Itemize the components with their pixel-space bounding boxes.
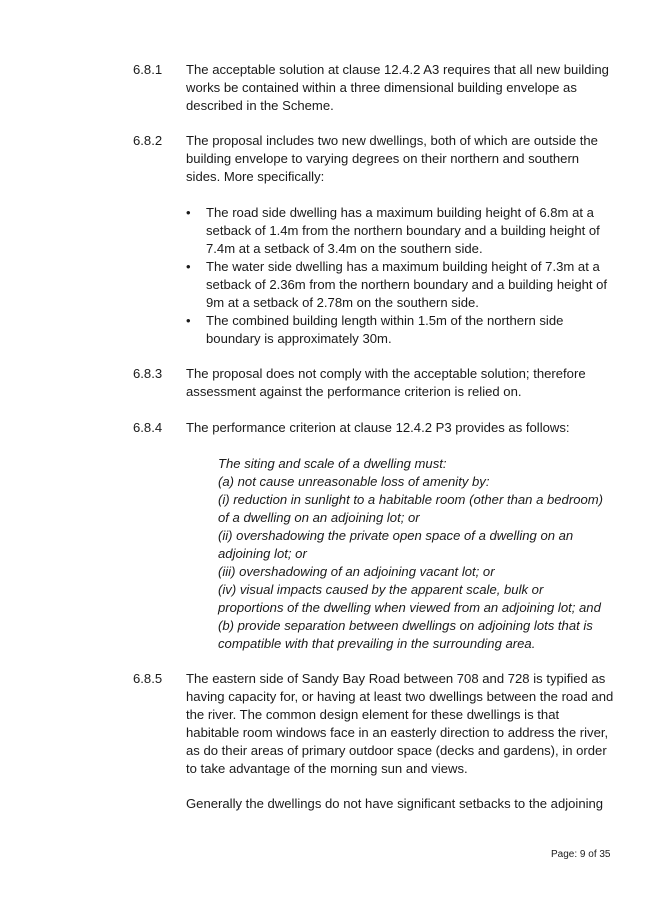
text-line: The eastern side of Sandy Bay Road between 708 and 728 is typified as xyxy=(186,671,606,686)
text-line: The proposal does not comply with the acceptable solution; therefore xyxy=(186,366,586,381)
quote-line: (ii) overshadowing the private open space of a dwelling on an xyxy=(218,528,574,543)
quote-line: adjoining lot; or xyxy=(218,546,307,561)
text-line: 7.4m at a setback of 3.4m on the southern side. xyxy=(206,241,483,256)
quote-line: (i) reduction in sunlight to a habitable room (other than a bedroom) xyxy=(218,492,604,507)
bullet-text xyxy=(206,312,563,348)
text-line: habitable room windows face in an easterly direction to address the river, xyxy=(186,725,609,740)
bullet-marker: • xyxy=(186,205,191,220)
text-line: The combined building length within 1.5m of the northern side xyxy=(206,313,564,328)
quote-line: (iii) overshadowing of an adjoining vacant lot; or xyxy=(218,564,495,579)
text-line: building envelope to varying degrees on their northern and southern xyxy=(186,151,580,166)
section-number: 6.8.4 xyxy=(133,420,163,435)
text-line: boundary is approximately 30m. xyxy=(206,331,392,346)
text-line: assessment against the performance criterion is relied on. xyxy=(186,384,522,399)
trailing-paragraph xyxy=(186,795,606,813)
text-line: as do their areas of primary outdoor space (decks and gardens), in order xyxy=(186,743,607,758)
text-line: The proposal includes two new dwellings, both of which are outside the xyxy=(186,133,598,148)
text-line: The water side dwelling has a maximum building height of 7.3m at a xyxy=(206,259,600,274)
section-text xyxy=(186,419,606,437)
quote-line: of a dwelling on an adjoining lot; or xyxy=(218,510,420,525)
section-number: 6.8.5 xyxy=(133,671,163,686)
bullet-text xyxy=(206,258,607,312)
text-line: works be contained within a three dimensional building envelope as xyxy=(186,80,577,95)
text-line: described in the Scheme. xyxy=(186,98,334,113)
section-number: 6.8.1 xyxy=(133,62,163,77)
bullet-text xyxy=(206,204,600,258)
text-line: having capacity for, or having at least two dwellings between the road and xyxy=(186,689,614,704)
text-line: The performance criterion at clause 12.4.2 P3 provides as follows: xyxy=(186,420,570,435)
text-line: setback of 2.36m from the northern boundary and a building height of xyxy=(206,277,608,292)
quote-line: The siting and scale of a dwelling must: xyxy=(218,456,447,471)
text-line: The road side dwelling has a maximum building height of 6.8m at a xyxy=(206,205,594,220)
section-number: 6.8.2 xyxy=(133,133,163,148)
section-text xyxy=(186,670,614,778)
text-line: The acceptable solution at clause 12.4.2 A3 requires that all new building xyxy=(186,62,609,77)
section-text xyxy=(186,132,606,186)
page-number-footer: Page: 9 of 35 xyxy=(551,849,611,860)
text-line: sides. More specifically: xyxy=(186,169,325,184)
section-text xyxy=(186,365,606,401)
quote-line: (a) not cause unreasonable loss of amenity by: xyxy=(218,474,490,489)
text-line: the river. The common design element for these dwellings is that xyxy=(186,707,560,722)
performance-criterion-quote xyxy=(218,455,618,653)
quote-line: (b) provide separation between dwellings on adjoining lots that is xyxy=(218,618,593,633)
text-line: to take advantage of the morning sun and views. xyxy=(186,761,468,776)
section-text xyxy=(186,61,609,115)
text-line: setback of 1.4m from the northern boundary and a building height of xyxy=(206,223,600,238)
text-line: 9m at a setback of 2.78m on the southern side. xyxy=(206,295,479,310)
text-line: Generally the dwellings do not have significant setbacks to the adjoining xyxy=(186,796,604,811)
bullet-marker: • xyxy=(186,259,191,274)
section-number: 6.8.3 xyxy=(133,366,163,381)
quote-line: (iv) visual impacts caused by the apparent scale, bulk or xyxy=(218,582,544,597)
quote-line: compatible with that prevailing in the surrounding area. xyxy=(218,636,536,651)
quote-line: proportions of the dwelling when viewed from an adjoining lot; and xyxy=(218,600,601,615)
bullet-marker: • xyxy=(186,313,191,328)
